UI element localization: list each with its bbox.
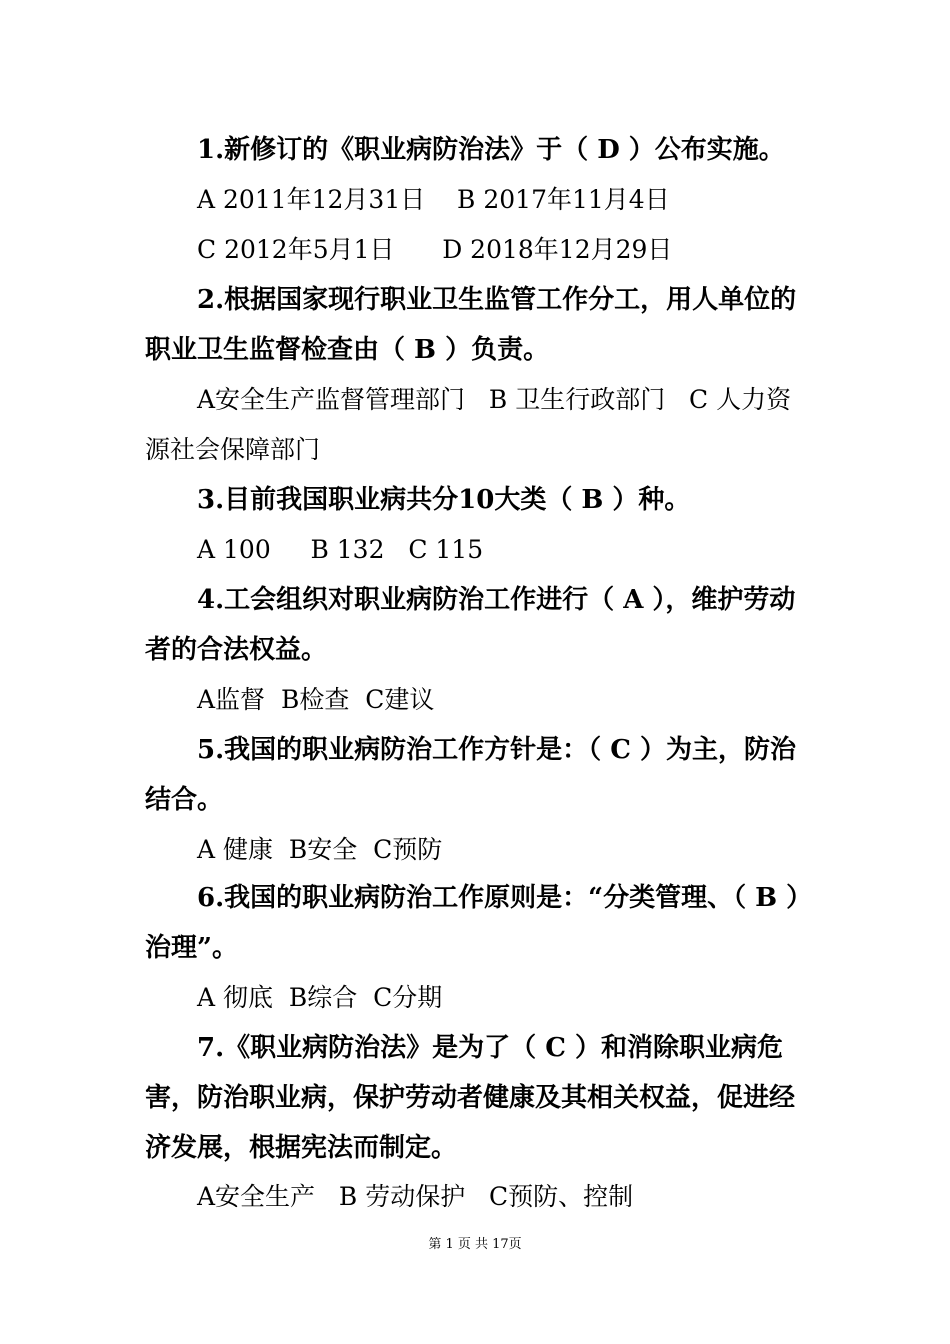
question-2: 2.根据国家现行职业卫生监管工作分工，用人单位的职业卫生监督检查由（ B ）负责。 [145,285,797,365]
question-6: 6.我国的职业病防治工作原则是：“分类管理、（ B ）治理”。 [145,883,800,963]
question-2-options: A安全生产监督管理部门 B 卫生行政部门 C 人力资源社会保障部门 [145,385,792,464]
question-3-options: A 100 B 132 C 115 [197,535,484,564]
question-5: 5.我国的职业病防治工作方针是：（ C ）为主，防治结合。 [145,735,796,815]
question-4-options: A监督 B检查 C建议 [197,685,435,714]
question-4: 4.工会组织对职业病防治工作进行（ A ），维护劳动者的合法权益。 [145,585,796,665]
question-1: 1.新修订的《职业病防治法》于（ D ）公布实施。 [197,135,785,165]
question-5-options: A 健康 B安全 C预防 [197,835,443,864]
question-7-options: A安全生产 B 劳动保护 C预防、控制 [197,1182,634,1211]
question-1-options-row-2: C 2012年5月1日 D 2018年12月29日 [197,235,673,264]
question-7: 7.《职业病防治法》是为了（ C ）和消除职业病危害，防治职业病，保护劳动者健康及其相关权益，促进经济发展，根据宪法而制定。 [145,1033,796,1163]
question-1-options-row-1: A 2011年12月31日 B 2017年11月4日 [197,185,670,214]
question-3: 3.目前我国职业病共分10大类（ B ）种。 [197,485,691,515]
question-6-options: A 彻底 B综合 C分期 [197,983,443,1012]
page-footer: 第 1 页 共 17页 [428,1237,522,1252]
